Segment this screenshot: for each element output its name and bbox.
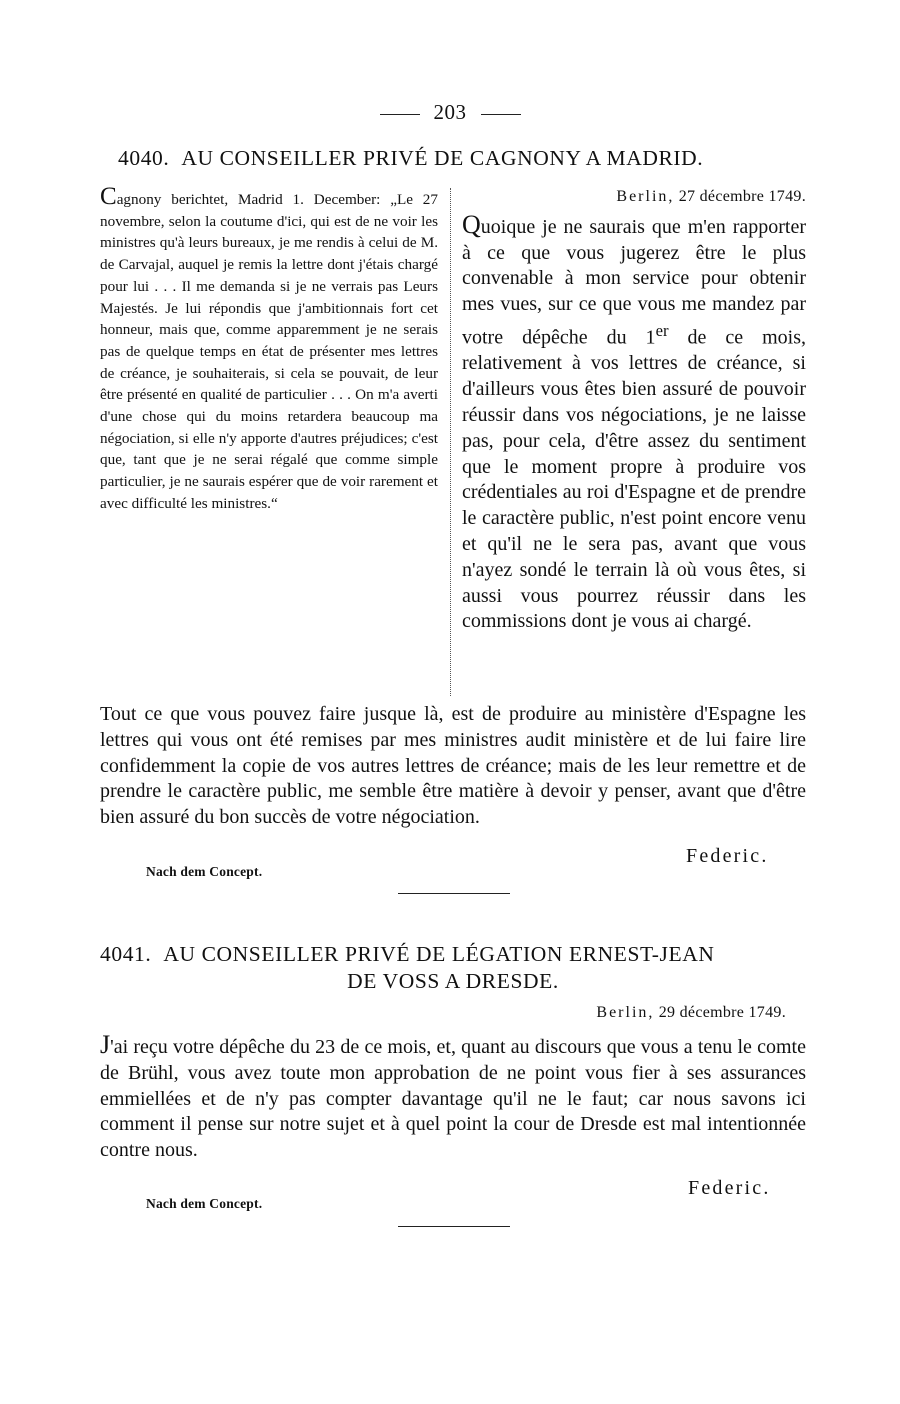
body-initial: Q xyxy=(462,209,481,239)
body-superscript: er xyxy=(655,320,669,340)
letter-4041-heading xyxy=(100,942,806,994)
letter-4041-title-line2: DE VOSS A DRESDE. xyxy=(347,969,559,993)
summary-initial: C xyxy=(100,183,117,210)
letter-4041-number: 4041. xyxy=(100,942,152,966)
section-rule xyxy=(398,893,510,894)
letter-4040-signature: Federic. xyxy=(686,845,769,867)
letter-4041-dateline xyxy=(460,1004,786,1022)
summary-text: agnony berichtet, Madrid 1. December: „Le 27 novembre, selon la coutume d'ici, qui est de ne voir les ministres qu'à leurs bureaux, je me rendis à celui de M. de Carvajal, auquel je remis la lettre dont j'étais chargé pour lui . . . Il me demanda si je ne verrais pas Leurs Majestés. Je lui répondis que j'ambitionnais fort cet honneur, mais que, comme apparemment je ne serais pas de quelque temps en état de présenter mes lettres de créance, je souhaiterais, si cela se pouvait, de leur être présenté en qualité de particulier . . . On m'a averti d'une chose qui du moins retardera beaucoup ma négociation, si elle n'y apporte d'autres préjudices; c'est que, tant que je ne serai régalé que comme simple particulier, je ne saurais espérer que de voir rarement et avec difficulté les ministres.“ xyxy=(100,191,438,512)
letter-4040-title: AU CONSEILLER PRIVÉ DE CAGNONY A MADRID. xyxy=(181,146,704,170)
dateline-date: 27 décembre 1749. xyxy=(678,188,806,205)
page-number-dash-left xyxy=(380,114,420,115)
body-text-b: de ce mois, relativement à vos lettres de créance, si d'ailleurs vous êtes bien assuré de pouvoir réussir dans vos négociations, je ne laisse pas, pour cela, d'être assez du sentiment que le moment propre à produire vos crédentiales au roi d'Espagne et de prendre le caractère public, n'est point encore venu et qu'il ne le sera pas, avant que vous n'ayez sondé le terrain là où vous êtes, si aussi vous pourrez réussir dans les commissions dont je vous ai chargé. xyxy=(462,326,806,633)
page-number-text: 203 xyxy=(433,100,467,124)
letter-4040-number: 4040. xyxy=(118,146,170,170)
page-number-dash-right xyxy=(481,114,521,115)
letter-4041-text: 'ai reçu votre dépêche du 23 de ce mois, et, quant au discours que vous a tenu le comte de Brühl, vous avez toute mon approbation de ne point vous fier à ses assurances emmiellées et de n'y pas compter davantage qu'il ne le faut; car nous savons ici comment il pense sur notre sujet et à quel point la cour de Dresde est mal intentionnée contre nous. xyxy=(100,1036,806,1162)
letter-4040-dateline xyxy=(462,184,806,210)
dateline2-place: Berlin, xyxy=(596,1004,655,1021)
page-number xyxy=(0,100,900,125)
body-text-a: uoique je ne saurais que m'en rapporter à ce que vous jugerez être le plus convenable à mon service pour obtenir mes vues, sur ce que vous me mandez par votre dépêche du 1 xyxy=(462,215,806,349)
letter-4040-source: Nach dem Concept. xyxy=(146,864,263,879)
letter-4041-initial: J xyxy=(100,1030,111,1059)
letter-4040-body xyxy=(462,184,806,635)
letter-4041-signature: Federic. xyxy=(688,1177,771,1199)
column-divider xyxy=(450,188,451,696)
letter-4041-body xyxy=(100,1032,806,1164)
letter-4041-source: Nach dem Concept. xyxy=(146,1196,263,1211)
section-rule-bottom xyxy=(398,1226,510,1227)
dateline-place: Berlin, xyxy=(616,188,675,205)
dateline2-date: 29 décembre 1749. xyxy=(658,1004,786,1021)
letter-4040-continuation: Tout ce que vous pouvez faire jusque là, est de produire au ministère d'Espagne les lettres qui vous ont été remises par mes ministres audit ministère et de lui faire lire confidemment la copie de vos autres lettres de créance; mais de les leur remettre et de prendre le caractère public, me semble être matière à devoir y penser, avant que d'être bien assuré du bon succès de votre négociation. xyxy=(100,703,806,829)
letter-4040-heading xyxy=(118,146,798,171)
letter-4040-summary xyxy=(100,184,438,515)
letter-4041-title-line1: AU CONSEILLER PRIVÉ DE LÉGATION ERNEST-JEAN xyxy=(163,942,715,966)
